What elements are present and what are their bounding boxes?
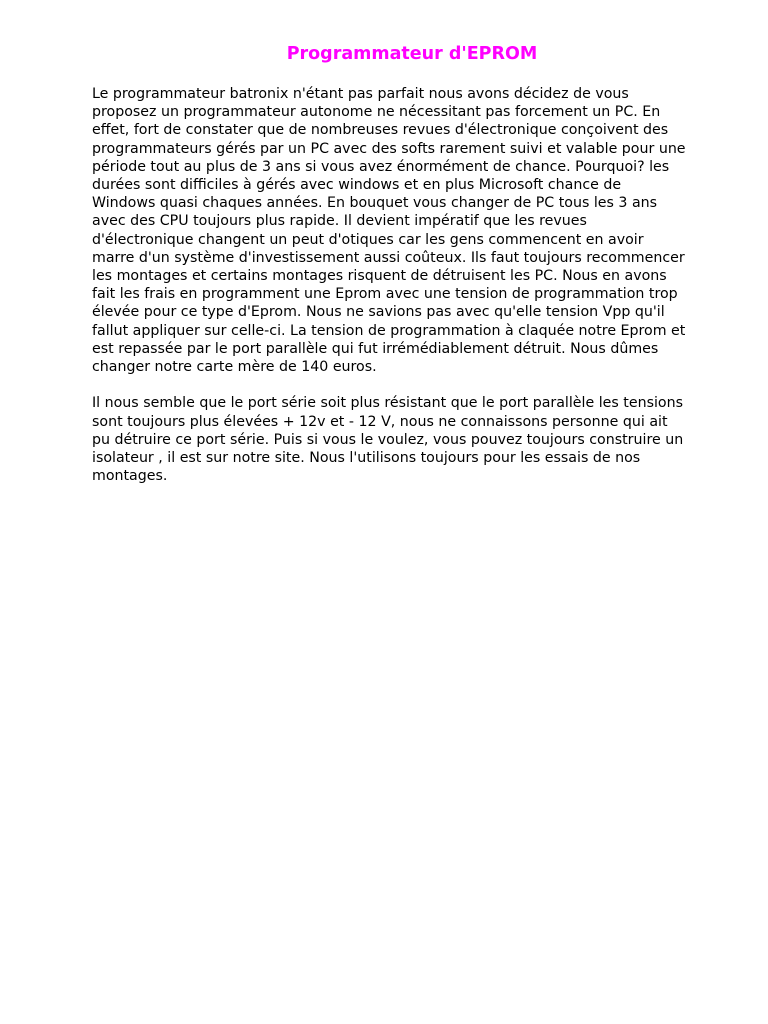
paragraph-1-line: marre d'un système d'investissement aussi coûteux. Ils faut toujours recommencer <box>92 249 685 266</box>
paragraph-2-line: sont toujours plus élevées + 12v et - 12 V, nous ne connaissons personne qui ait <box>92 413 668 430</box>
paragraph-1-line: changer notre carte mère de 140 euros. <box>92 359 377 376</box>
paragraph-1-line: Windows quasi chaques années. En bouquet vous changer de PC tous les 3 ans <box>92 195 658 212</box>
paragraph-1-line: d'électronique changent un peut d'otiques car les gens commencent en avoir <box>92 231 644 248</box>
paragraph-2-line: isolateur , il est sur notre site. Nous l'utilisons toujours pour les essais de nos <box>92 450 641 467</box>
paragraph-1-line: avec des CPU toujours plus rapide. Il devient impératif que les revues <box>92 213 587 230</box>
paragraph-1-line: fallut appliquer sur celle-ci. La tension de programmation à claquée notre Eprom et <box>92 322 686 339</box>
paragraph-1-line: période tout au plus de 3 ans si vous avez énormément de chance. Pourquoi? les <box>92 158 670 175</box>
paragraph-1-line: effet, fort de constater que de nombreuses revues d'électronique conçoivent des <box>92 122 669 139</box>
document-title: Programmateur d'EPROM <box>286 44 538 64</box>
paragraph-1-line: les montages et certains montages risquent de détruisent les PC. Nous en avons <box>92 268 667 285</box>
paragraph-2-line: Il nous semble que le port série soit plus résistant que le port parallèle les tensions <box>92 395 683 412</box>
paragraph-2 <box>92 394 740 485</box>
paragraph-1-line: fait les frais en programment une Eprom avec une tension de programmation trop <box>92 286 678 303</box>
paragraph-2-line: pu détruire ce port série. Puis si vous le voulez, vous pouvez toujours construire un <box>92 431 684 448</box>
paragraph-1-line: élevée pour ce type d'Eprom. Nous ne savions pas avec qu'elle tension Vpp qu'il <box>92 304 665 321</box>
paragraph-1-line: Le programmateur batronix n'étant pas parfait nous avons décidez de vous <box>92 86 629 102</box>
paragraph-1-line: durées sont difficiles à gérés avec windows et en plus Microsoft chance de <box>92 177 622 194</box>
paragraph-1-line: programmateurs gérés par un PC avec des softs rarement suivi et valable pour une <box>92 140 686 157</box>
paragraph-2-line: montages. <box>92 468 168 485</box>
paragraph-1 <box>92 85 740 376</box>
paragraph-1-line: proposez un programmateur autonome ne nécessitant pas forcement un PC. En <box>92 104 661 121</box>
document-body <box>92 85 740 485</box>
paragraph-1-line: est repassée par le port parallèle qui fut irrémédiablement détruit. Nous dûmes <box>92 340 659 357</box>
